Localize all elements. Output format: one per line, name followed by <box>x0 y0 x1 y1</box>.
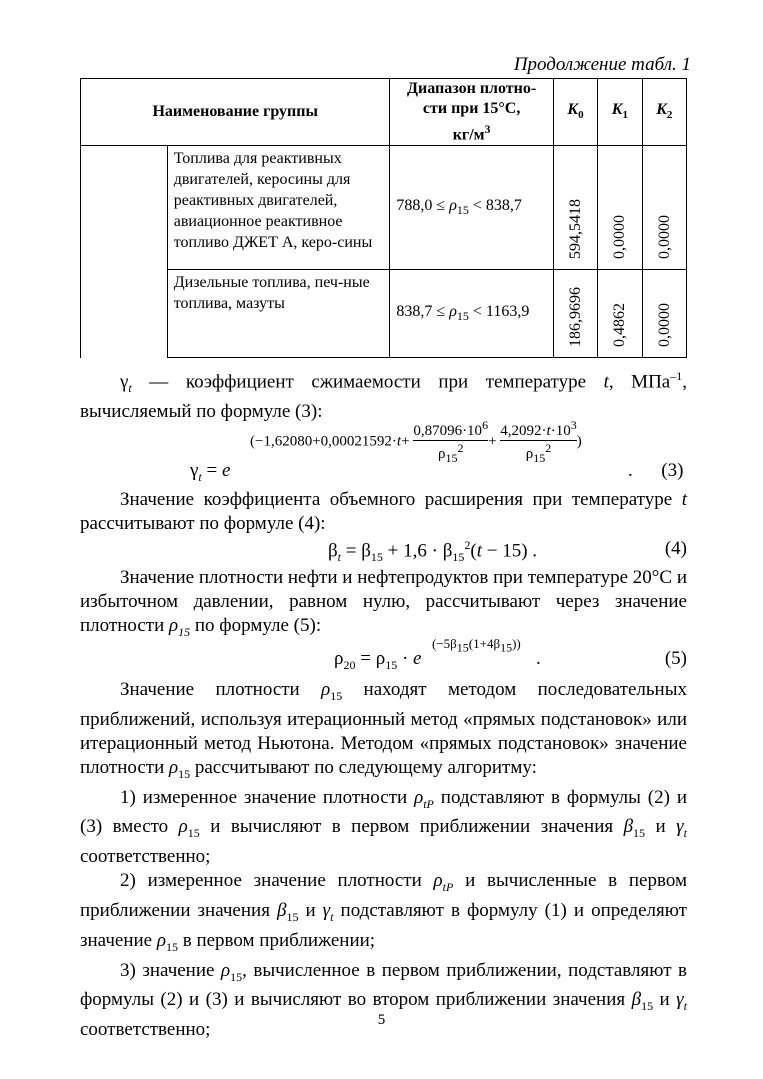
formula-5: $\rho_{20} = \rho_{15} \cdot e$ $(-5\beta_{15}(1+4\beta_{15}))$ . (5) <box>334 636 687 672</box>
formula-3-lhs: $\gamma_t = e$ <box>190 460 231 484</box>
row-k1: 0,0000 <box>598 146 642 270</box>
header-group: Наименование группы <box>81 79 390 146</box>
formula-4-number: (4) <box>664 538 687 559</box>
paragraph-gamma: $\gamma_t$ — коэффициент сжимаемости при температуре t, МПа$^{-1}$, вычисляемый по формуле (3): <box>80 369 687 423</box>
formula-5-number: (5) <box>664 648 687 669</box>
row-k0: 186,9696 <box>553 270 597 358</box>
table-row <box>81 146 687 270</box>
row-k2: 0,0000 <box>642 146 686 270</box>
header-k2: $K_2$ <box>642 79 686 146</box>
page-number: 5 <box>377 1012 386 1028</box>
paragraph-method: Значение плотности $\rho_{15}$ находят методом последовательных приближений, используя итерационный метод «прямых подстановок» или итерационный метод Ньютона. Методом «прямых подстановок» значение плотности $\rho_{15}$ рассчитывают по следующему алгоритму: 1) измеренное значение плотности $\rho_{tP}$ подставляют в формулы (2) и (3) вместо $\rho_{15}$ и вычисляют в первом приближении значения $\beta_{15}$ и $\gamma_t$ соответственно; 2) измеренное значение плотности $\rho_{tP}$ и вычисленные в первом приближении значения $\beta_{15}$ и $\gamma_t$ подставляют в формулу (1) и определяют значение $\rho_{15}$ в первом приближении; 3) значение $\rho_{15}$, вычисленное в первом приближении, подставляют в формулы (2) и (3) и вычисляют во втором приближении значения $\beta_{15}$ и $\gamma_t$ соответственно; <box>80 679 688 1041</box>
formula-3-exponent: (−1,62080+0,00021592·t+ $\frac{0,87096\cdot 10^6}{\rho_{15}^2}$ + $\frac{4,2092\cdot t\cdot 10^3}{\rho_{15}^2}$ ) <box>250 418 582 465</box>
table-row <box>81 270 687 358</box>
header-k1: $K_1$ <box>598 79 642 146</box>
row-k0: 594,5418 <box>553 146 597 270</box>
row-k1: 0,4862 <box>598 270 642 358</box>
table-header-row <box>81 79 687 146</box>
row-k2: 0,0000 <box>642 270 686 358</box>
formula-3 <box>190 418 687 484</box>
header-range: Диапазон плотно- сти при 15°С, $кг/м^3$ <box>390 79 553 146</box>
row-range: $788,0 \le \rho_{15} < 838,7$ <box>390 146 553 270</box>
paragraph-rho20: Значение плотности нефти и нефтепродуктов при температуре 20°С и избыточном давлении, равном нулю, рассчитывают через значение плотности $\rho_{15}$ по формуле (5): <box>80 567 687 639</box>
row-name: Дизельные топлива, печ-ные топлива, мазуты <box>167 270 390 358</box>
group-blank-cell <box>81 146 168 358</box>
header-k0: $K_0$ <box>553 79 597 146</box>
row-name: Топлива для реактивных двигателей, керосины для реактивных двигателей, авиационное реактивное топливо ДЖЕТ А, керо-сины <box>167 146 390 270</box>
row-range: $838,7 \le \rho_{15} < 1163,9$ <box>390 270 553 358</box>
paragraph-beta: Значение коэффициента объемного расширения при температуре t рассчитывают по формуле (4): <box>80 489 687 534</box>
table-continuation-caption: Продолжение табл. 1 <box>513 54 691 75</box>
density-table <box>80 78 687 358</box>
formula-3-number: . (3) <box>628 460 684 481</box>
